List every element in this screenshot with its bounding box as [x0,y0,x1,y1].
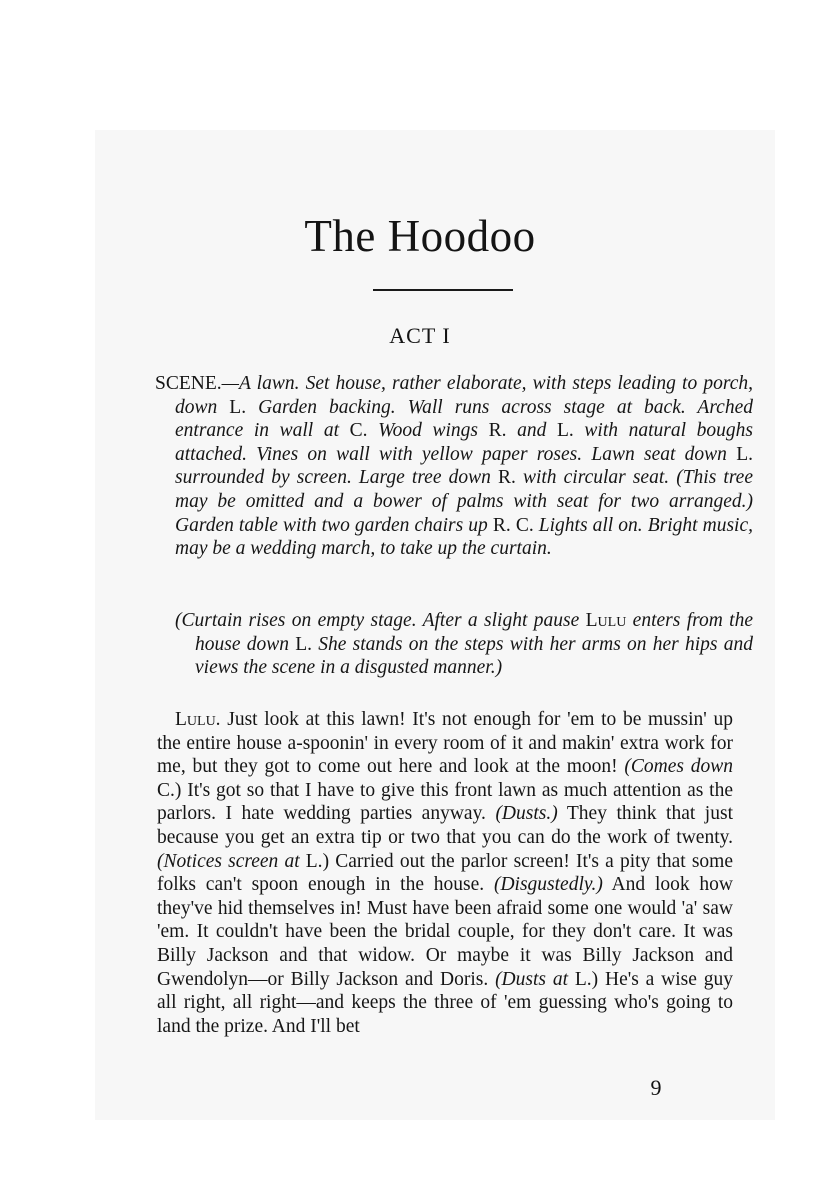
speech-text-4: Carried out the parlor screen! It's a pity that some folks can't spoon enough in the house. [157,850,733,896]
speech-text-5: And look how they've hid themselves in! Must have been afraid some one would 'a' saw 'em. It couldn't have been the bridal couple, for they don't care. It was Billy Jackson and that widow. Or maybe it was Billy Jackson and Gwendolyn—or Billy Jackson and Doris. [157,874,733,990]
title-divider [373,289,513,291]
speaker-name: Lulu. [175,709,221,730]
speech-dir-l2: L. [574,968,592,990]
scene-label: SCENE. [155,373,222,394]
speech-dir-c: C. [157,779,175,801]
scene-text-1: —A lawn. Set house, rather elaborate, with steps leading to porch, down [175,373,753,418]
stage-character-lulu: Lulu [585,610,627,631]
scene-text-8: Lights all on. Bright music, may be a wedding march, to take up the curtain. [175,514,754,560]
scene-description [155,372,753,561]
scene-dir-rc: R. C. [492,514,534,536]
speech-direction-1-end: ) [174,779,182,801]
scene-dir-r2: R. [497,467,516,489]
speech-direction-3-end: ) [322,850,330,872]
page-title: The Hoodoo [304,211,536,261]
speech-text-3: They think that just because you get an extra tip or two that you can do the work of twenty. [157,803,733,848]
page-number: 9 [650,1075,662,1100]
speech-direction-3: (Notices screen at [157,850,306,872]
act-heading: ACT I [389,323,451,348]
scene-dir-l1: L. [229,396,247,418]
scene-dir-l2: L. [557,420,574,442]
speech-text-2: It's got so that I have to give this front lawn as much attention as the parlors. I hate wedding parties anyway. [157,779,733,825]
stage-text-1: (Curtain rises on empty stage. After a slight pause [175,610,586,631]
lulu-speech [157,708,733,1038]
stage-dir-l: L. [295,633,313,655]
speech-text-1: Just look at this lawn! It's not enough for 'em to be mussin' up the entire house a-spoonin' in every room of it and makin' extra work for me, but they got to come out here and look at the moon! [157,709,733,778]
speech-direction-5: (Dusts at [495,968,575,990]
scene-dir-c1: C. [349,420,368,442]
scene-text-5: with natural boughs attached. Vines on wall with yellow paper roses. Lawn seat down [175,420,754,465]
scene-text-6: surrounded by screen. Large tree down [175,467,498,489]
speech-dir-l1: L. [305,850,323,872]
stage-text-3: She stands on the steps with her arms on her hips and views the scene in a disgusted manner.) [195,633,753,679]
stage-direction [175,609,753,680]
stage-text-2: enters from the house down [195,610,753,655]
scene-dir-l3: L. [736,443,753,465]
scene-text-2: Garden backing. Wall runs across stage at back. Arched entrance in wall at [175,396,753,442]
scene-text-7: with circular seat. (This tree may be omitted and a bower of palms with seat for two arranged.) Garden table with two garden chairs up [175,467,753,536]
speech-direction-4: (Disgustedly.) [493,874,603,896]
speech-text-6: He's a wise guy all right, all right—and keeps the three of 'em guessing who's going to land the prize. And I'll bet [157,968,733,1037]
scene-text-3: Wood wings [367,420,489,442]
speech-direction-1: (Comes down [624,756,733,778]
speech-direction-2: (Dusts.) [495,803,558,825]
scene-dir-r1: R. [488,420,507,442]
scene-text-4: and [506,420,557,442]
speech-direction-5-end: ) [591,968,599,990]
